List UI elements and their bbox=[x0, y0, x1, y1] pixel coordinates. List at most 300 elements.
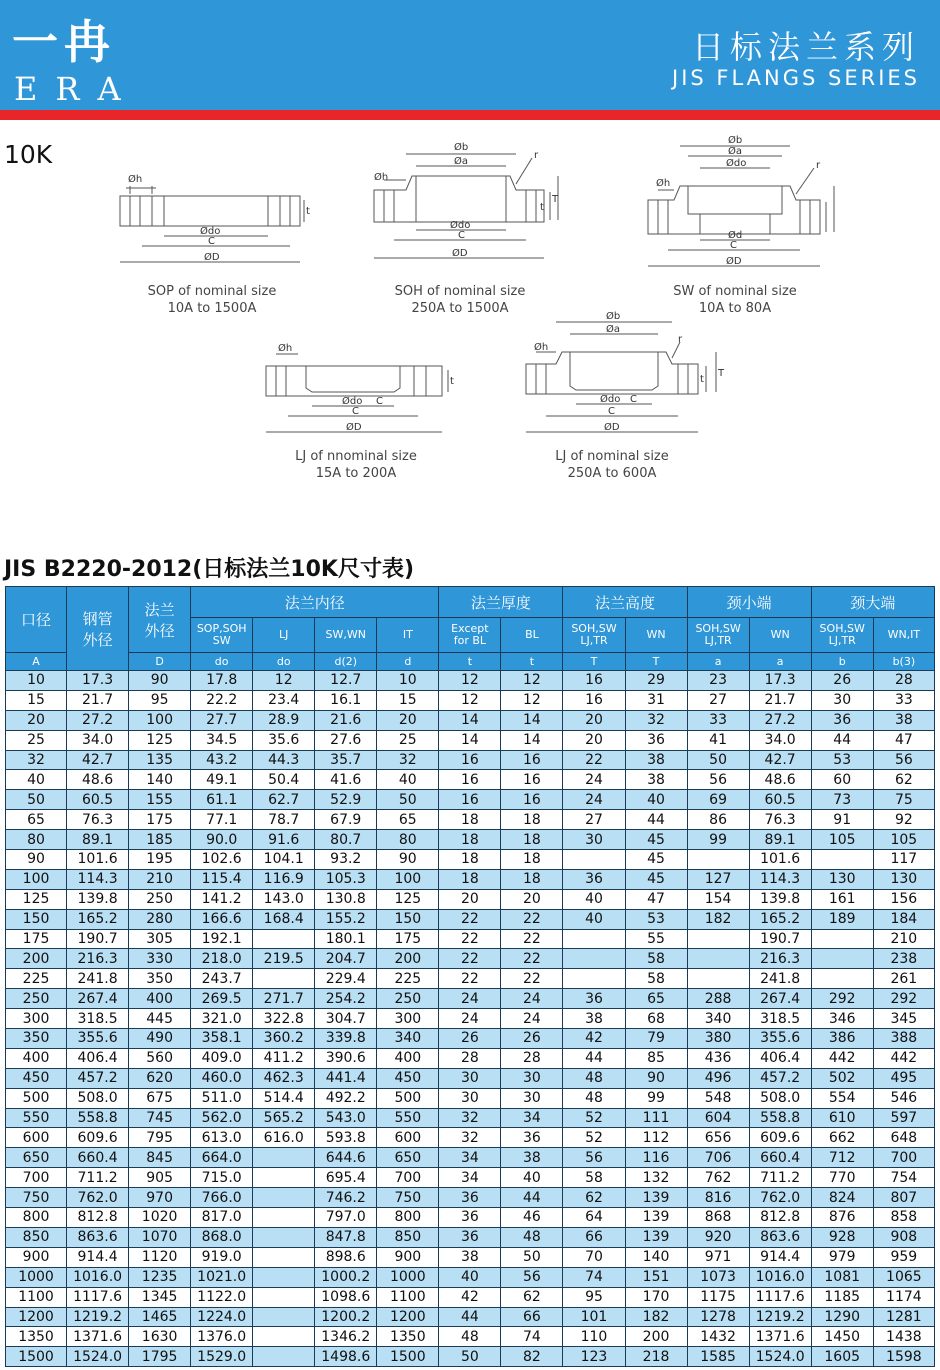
table-cell: 12 bbox=[439, 690, 501, 710]
table-cell: 210 bbox=[129, 869, 191, 889]
table-cell: 216.3 bbox=[67, 949, 129, 969]
table-cell: 64 bbox=[563, 1208, 625, 1228]
table-cell: 959 bbox=[873, 1247, 934, 1267]
table-cell: 1000 bbox=[377, 1267, 439, 1287]
label-t: t bbox=[450, 376, 454, 387]
table-cell: 139.8 bbox=[749, 889, 811, 909]
table-cell: 34.5 bbox=[191, 730, 253, 750]
table-cell: 700 bbox=[873, 1148, 934, 1168]
table-cell: 500 bbox=[377, 1088, 439, 1108]
table-cell: 554 bbox=[811, 1088, 873, 1108]
table-cell: 1081 bbox=[811, 1267, 873, 1287]
table-cell: 495 bbox=[873, 1068, 934, 1088]
table-cell: 868.0 bbox=[191, 1227, 253, 1247]
table-cell bbox=[253, 969, 315, 989]
table-cell: 40 bbox=[377, 770, 439, 790]
label-phi-a: Øa bbox=[454, 156, 468, 167]
table-cell: 175 bbox=[129, 810, 191, 830]
table-row bbox=[6, 949, 935, 969]
table-cell: 546 bbox=[873, 1088, 934, 1108]
table-cell: 90 bbox=[625, 1068, 687, 1088]
table-cell: 195 bbox=[129, 850, 191, 870]
table-cell: 712 bbox=[811, 1148, 873, 1168]
table-cell: 69 bbox=[687, 790, 749, 810]
table-cell: 1219.2 bbox=[67, 1307, 129, 1327]
table-cell: 14 bbox=[439, 730, 501, 750]
drawing-soh bbox=[366, 140, 566, 275]
pressure-class-label: 10K bbox=[4, 140, 53, 169]
table-cell: 44 bbox=[501, 1188, 563, 1208]
drawing-lj-large bbox=[518, 306, 728, 440]
table-cell: 89.1 bbox=[67, 830, 129, 850]
table-cell: 442 bbox=[811, 1048, 873, 1068]
table-cell: 38 bbox=[501, 1148, 563, 1168]
table-cell: 812.8 bbox=[67, 1208, 129, 1228]
table-cell: 82 bbox=[501, 1347, 563, 1367]
table-cell: 1016.0 bbox=[749, 1267, 811, 1287]
table-cell: 560 bbox=[129, 1048, 191, 1068]
table-cell bbox=[687, 949, 749, 969]
table-cell: 170 bbox=[625, 1287, 687, 1307]
table-row bbox=[6, 909, 935, 929]
table-cell: 445 bbox=[129, 1009, 191, 1029]
table-cell: 300 bbox=[377, 1009, 439, 1029]
table-cell: 1235 bbox=[129, 1267, 191, 1287]
table-cell: 15 bbox=[377, 690, 439, 710]
table-cell: 21.7 bbox=[749, 690, 811, 710]
caption-sop: SOP of nominal size 10A to 1500A bbox=[147, 284, 277, 316]
table-cell: 664.0 bbox=[191, 1148, 253, 1168]
table-cell: 22 bbox=[439, 929, 501, 949]
table-cell: 66 bbox=[563, 1227, 625, 1247]
table-cell: 165.2 bbox=[67, 909, 129, 929]
table-cell: 78.7 bbox=[253, 810, 315, 830]
label-t: t bbox=[306, 206, 310, 217]
table-cell: 1200.2 bbox=[315, 1307, 377, 1327]
table-cell: 558.8 bbox=[67, 1108, 129, 1128]
table-cell: 340 bbox=[377, 1029, 439, 1049]
table-cell: 62.7 bbox=[253, 790, 315, 810]
table-cell: 86 bbox=[687, 810, 749, 830]
table-cell: 900 bbox=[6, 1247, 67, 1267]
table-title: JIS B2220-2012(日标法兰10K尺寸表) bbox=[4, 557, 415, 582]
table-cell: 58 bbox=[563, 1168, 625, 1188]
table-cell: 101 bbox=[563, 1307, 625, 1327]
table-cell: 250 bbox=[129, 889, 191, 909]
table-row bbox=[6, 1307, 935, 1327]
caption-sw: SW of nominal size 10A to 80A bbox=[673, 284, 797, 316]
table-cell: 24 bbox=[439, 1009, 501, 1029]
table-cell: 80 bbox=[377, 830, 439, 850]
table-cell: 40 bbox=[563, 889, 625, 909]
symbol-cell: T bbox=[563, 653, 625, 671]
table-row bbox=[6, 1108, 935, 1128]
table-cell: 600 bbox=[377, 1128, 439, 1148]
table-cell: 700 bbox=[377, 1168, 439, 1188]
table-cell: 762.0 bbox=[749, 1188, 811, 1208]
table-cell: 876 bbox=[811, 1208, 873, 1228]
table-cell: 250 bbox=[6, 989, 67, 1009]
table-cell: 715.0 bbox=[191, 1168, 253, 1188]
table-cell: 462.3 bbox=[253, 1068, 315, 1088]
table-cell: 23 bbox=[687, 671, 749, 691]
table-cell: 795 bbox=[129, 1128, 191, 1148]
table-cell: 18 bbox=[439, 869, 501, 889]
symbol-cell: do bbox=[253, 653, 315, 671]
subheader-cell: WN bbox=[625, 618, 687, 653]
table-cell: 550 bbox=[6, 1108, 67, 1128]
table-cell: 33 bbox=[873, 690, 934, 710]
symbol-cell: d(2) bbox=[315, 653, 377, 671]
label-phi-h: Øh bbox=[656, 178, 671, 189]
table-cell: 386 bbox=[811, 1029, 873, 1049]
table-cell: 62 bbox=[563, 1188, 625, 1208]
table-cell: 192.1 bbox=[191, 929, 253, 949]
table-cell: 36 bbox=[811, 710, 873, 730]
table-cell: 610 bbox=[811, 1108, 873, 1128]
table-cell: 400 bbox=[6, 1048, 67, 1068]
table-cell: 22 bbox=[501, 929, 563, 949]
label-c: C bbox=[608, 406, 615, 417]
label-phi-h: Øh bbox=[278, 343, 293, 354]
table-cell: 18 bbox=[439, 850, 501, 870]
table-cell: 190.7 bbox=[67, 929, 129, 949]
table-cell: 76.3 bbox=[67, 810, 129, 830]
table-cell: 36 bbox=[625, 730, 687, 750]
table-cell: 350 bbox=[6, 1029, 67, 1049]
table-cell: 750 bbox=[377, 1188, 439, 1208]
table-cell: 16 bbox=[563, 690, 625, 710]
table-cell: 388 bbox=[873, 1029, 934, 1049]
table-cell: 50 bbox=[377, 790, 439, 810]
table-cell: 863.6 bbox=[67, 1227, 129, 1247]
table-cell: 14 bbox=[501, 730, 563, 750]
table-row bbox=[6, 1267, 935, 1287]
table-cell: 21.6 bbox=[315, 710, 377, 730]
table-cell bbox=[687, 969, 749, 989]
table-cell: 34 bbox=[501, 1108, 563, 1128]
table-cell: 508.0 bbox=[749, 1088, 811, 1108]
table-cell: 28 bbox=[501, 1048, 563, 1068]
table-cell: 34 bbox=[439, 1168, 501, 1188]
table-cell: 1073 bbox=[687, 1267, 749, 1287]
label-T: T bbox=[552, 194, 559, 205]
table-cell: 267.4 bbox=[749, 989, 811, 1009]
table-cell: 105 bbox=[811, 830, 873, 850]
table-row bbox=[6, 690, 935, 710]
table-cell: 74 bbox=[563, 1267, 625, 1287]
table-cell: 26 bbox=[811, 671, 873, 691]
table-cell: 1185 bbox=[811, 1287, 873, 1307]
table-cell: 67.9 bbox=[315, 810, 377, 830]
table-cell: 180.1 bbox=[315, 929, 377, 949]
table-cell: 18 bbox=[501, 850, 563, 870]
header-size: 口径 bbox=[6, 587, 67, 653]
table-cell: 73 bbox=[811, 790, 873, 810]
table-cell bbox=[253, 1267, 315, 1287]
table-cell: 65 bbox=[6, 810, 67, 830]
label-phi-d-small: Ød bbox=[728, 230, 743, 241]
table-cell: 48 bbox=[563, 1068, 625, 1088]
table-cell: 1070 bbox=[129, 1227, 191, 1247]
table-cell: 26 bbox=[501, 1029, 563, 1049]
table-cell: 1371.6 bbox=[749, 1327, 811, 1347]
table-cell: 17.3 bbox=[67, 671, 129, 691]
subheader-cell: IT bbox=[377, 618, 439, 653]
table-cell: 1350 bbox=[377, 1327, 439, 1347]
table-row bbox=[6, 770, 935, 790]
table-cell: 42.7 bbox=[67, 750, 129, 770]
table-cell: 511.0 bbox=[191, 1088, 253, 1108]
table-cell: 609.6 bbox=[67, 1128, 129, 1148]
table-cell: 150 bbox=[377, 909, 439, 929]
label-phi-h: Øh bbox=[128, 174, 143, 185]
era-logo bbox=[6, 6, 139, 108]
table-row bbox=[6, 1168, 935, 1188]
table-cell: 1524.0 bbox=[749, 1347, 811, 1367]
table-cell: 53 bbox=[811, 750, 873, 770]
table-cell: 305 bbox=[129, 929, 191, 949]
table-cell: 24 bbox=[563, 770, 625, 790]
table-cell: 154 bbox=[687, 889, 749, 909]
table-cell: 346 bbox=[811, 1009, 873, 1029]
label-t: t bbox=[540, 202, 544, 213]
table-cell: 238 bbox=[873, 949, 934, 969]
table-cell: 48 bbox=[439, 1327, 501, 1347]
table-cell: 905 bbox=[129, 1168, 191, 1188]
table-cell: 60 bbox=[811, 770, 873, 790]
table-cell: 28.9 bbox=[253, 710, 315, 730]
table-row bbox=[6, 790, 935, 810]
table-cell bbox=[687, 850, 749, 870]
table-cell: 56 bbox=[501, 1267, 563, 1287]
table-cell: 200 bbox=[6, 949, 67, 969]
table-cell: 1432 bbox=[687, 1327, 749, 1347]
table-cell: 102.6 bbox=[191, 850, 253, 870]
table-cell: 322.8 bbox=[253, 1009, 315, 1029]
table-cell bbox=[811, 929, 873, 949]
table-cell: 358.1 bbox=[191, 1029, 253, 1049]
header-banner bbox=[0, 0, 940, 110]
table-cell: 914.4 bbox=[67, 1247, 129, 1267]
table-cell: 711.2 bbox=[749, 1168, 811, 1188]
table-cell: 660.4 bbox=[67, 1148, 129, 1168]
table-cell: 22 bbox=[501, 969, 563, 989]
table-cell: 10 bbox=[377, 671, 439, 691]
table-cell: 304.7 bbox=[315, 1009, 377, 1029]
table-cell: 95 bbox=[129, 690, 191, 710]
table-cell: 360.2 bbox=[253, 1029, 315, 1049]
table-cell: 36 bbox=[439, 1227, 501, 1247]
drawing-sw bbox=[640, 134, 840, 274]
table-cell: 18 bbox=[501, 810, 563, 830]
table-cell: 28 bbox=[873, 671, 934, 691]
symbol-cell: T bbox=[625, 653, 687, 671]
symbol-cell: do bbox=[191, 653, 253, 671]
table-cell: 650 bbox=[6, 1148, 67, 1168]
table-cell: 700 bbox=[6, 1168, 67, 1188]
drawing-sop bbox=[112, 168, 312, 278]
table-cell: 32 bbox=[625, 710, 687, 730]
table-cell: 56 bbox=[873, 750, 934, 770]
table-cell: 656 bbox=[687, 1128, 749, 1148]
table-cell bbox=[253, 1188, 315, 1208]
table-cell: 17.8 bbox=[191, 671, 253, 691]
table-cell: 50 bbox=[687, 750, 749, 770]
table-cell: 225 bbox=[377, 969, 439, 989]
caption-soh: SOH of nominal size 250A to 1500A bbox=[394, 284, 526, 316]
table-cell: 50.4 bbox=[253, 770, 315, 790]
table-cell: 390.6 bbox=[315, 1048, 377, 1068]
table-cell: 28 bbox=[439, 1048, 501, 1068]
table-cell: 1065 bbox=[873, 1267, 934, 1287]
table-cell: 22.2 bbox=[191, 690, 253, 710]
label-phi-d: ØD bbox=[346, 422, 362, 433]
label-r: r bbox=[534, 150, 539, 161]
table-cell: 502 bbox=[811, 1068, 873, 1088]
table-cell: 600 bbox=[6, 1128, 67, 1148]
subheader-cell: SOH,SW LJ,TR bbox=[563, 618, 625, 653]
table-cell bbox=[253, 1247, 315, 1267]
table-cell: 1278 bbox=[687, 1307, 749, 1327]
table-row bbox=[6, 730, 935, 750]
table-cell: 1281 bbox=[873, 1307, 934, 1327]
table-cell: 1175 bbox=[687, 1287, 749, 1307]
table-cell: 406.4 bbox=[67, 1048, 129, 1068]
table-cell: 27 bbox=[563, 810, 625, 830]
table-cell: 457.2 bbox=[749, 1068, 811, 1088]
symbol-cell: D bbox=[129, 653, 191, 671]
table-cell: 40 bbox=[563, 909, 625, 929]
table-cell: 271.7 bbox=[253, 989, 315, 1009]
table-cell: 597 bbox=[873, 1108, 934, 1128]
table-cell: 26 bbox=[439, 1029, 501, 1049]
table-cell: 219.5 bbox=[253, 949, 315, 969]
table-cell: 182 bbox=[687, 909, 749, 929]
label-phi-d: ØD bbox=[452, 248, 468, 259]
label-phi-a: Øa bbox=[728, 146, 742, 157]
table-cell: 900 bbox=[377, 1247, 439, 1267]
table-cell: 90.0 bbox=[191, 830, 253, 850]
table-cell: 30 bbox=[563, 830, 625, 850]
header-pipe-od: 钢管 外径 bbox=[67, 587, 129, 671]
table-row bbox=[6, 830, 935, 850]
table-cell: 1438 bbox=[873, 1327, 934, 1347]
label-c-small: C bbox=[630, 394, 637, 405]
table-cell: 24 bbox=[439, 989, 501, 1009]
label-c: C bbox=[352, 406, 359, 417]
label-c: C bbox=[730, 240, 737, 251]
table-cell: 60.5 bbox=[749, 790, 811, 810]
table-cell: 41.6 bbox=[315, 770, 377, 790]
table-cell bbox=[253, 1208, 315, 1228]
table-cell: 25 bbox=[377, 730, 439, 750]
symbol-cell: t bbox=[439, 653, 501, 671]
table-cell: 43.2 bbox=[191, 750, 253, 770]
table-cell: 16 bbox=[501, 770, 563, 790]
table-row bbox=[6, 1327, 935, 1347]
table-cell: 858 bbox=[873, 1208, 934, 1228]
table-cell bbox=[253, 1327, 315, 1347]
table-cell bbox=[687, 929, 749, 949]
table-cell: 33 bbox=[687, 710, 749, 730]
table-cell: 38 bbox=[439, 1247, 501, 1267]
table-cell: 44 bbox=[563, 1048, 625, 1068]
table-row bbox=[6, 850, 935, 870]
table-cell: 550 bbox=[377, 1108, 439, 1128]
table-cell: 824 bbox=[811, 1188, 873, 1208]
table-cell: 1345 bbox=[129, 1287, 191, 1307]
table-row bbox=[6, 1128, 935, 1148]
table-cell: 411.2 bbox=[253, 1048, 315, 1068]
table-cell: 112 bbox=[625, 1128, 687, 1148]
table-cell: 65 bbox=[377, 810, 439, 830]
table-cell: 15 bbox=[6, 690, 67, 710]
table-cell: 132 bbox=[625, 1168, 687, 1188]
table-cell: 340 bbox=[687, 1009, 749, 1029]
table-cell: 204.7 bbox=[315, 949, 377, 969]
subheader-cell: Except for BL bbox=[439, 618, 501, 653]
table-cell: 155 bbox=[129, 790, 191, 810]
table-cell: 613.0 bbox=[191, 1128, 253, 1148]
table-cell: 166.6 bbox=[191, 909, 253, 929]
table-row bbox=[6, 989, 935, 1009]
header-bore: 法兰内径 bbox=[191, 587, 439, 618]
table-cell: 1350 bbox=[6, 1327, 67, 1347]
table-cell: 50 bbox=[439, 1347, 501, 1367]
table-cell: 29 bbox=[625, 671, 687, 691]
table-row bbox=[6, 1347, 935, 1367]
table-cell: 508.0 bbox=[67, 1088, 129, 1108]
table-cell: 460.0 bbox=[191, 1068, 253, 1088]
table-cell: 44 bbox=[811, 730, 873, 750]
table-cell: 12 bbox=[501, 690, 563, 710]
table-cell: 695.4 bbox=[315, 1168, 377, 1188]
table-cell: 620 bbox=[129, 1068, 191, 1088]
table-cell: 77.1 bbox=[191, 810, 253, 830]
table-cell: 105 bbox=[873, 830, 934, 850]
table-cell: 1500 bbox=[6, 1347, 67, 1367]
table-cell: 50 bbox=[501, 1247, 563, 1267]
table-cell: 38 bbox=[625, 750, 687, 770]
table-cell: 558.8 bbox=[749, 1108, 811, 1128]
table-cell: 1524.0 bbox=[67, 1347, 129, 1367]
subheader-cell: BL bbox=[501, 618, 563, 653]
header-red-stripe bbox=[0, 110, 940, 120]
table-cell: 330 bbox=[129, 949, 191, 969]
subheader-cell: LJ bbox=[253, 618, 315, 653]
subheader-cell: SOP,SOH SW bbox=[191, 618, 253, 653]
label-phi-d: ØD bbox=[204, 252, 220, 263]
table-cell: 95 bbox=[563, 1287, 625, 1307]
table-cell: 16 bbox=[563, 671, 625, 691]
table-cell: 1346.2 bbox=[315, 1327, 377, 1347]
table-cell: 99 bbox=[625, 1088, 687, 1108]
symbol-cell: b(3) bbox=[873, 653, 934, 671]
table-cell bbox=[563, 949, 625, 969]
table-cell: 1585 bbox=[687, 1347, 749, 1367]
table-cell: 175 bbox=[377, 929, 439, 949]
table-cell: 450 bbox=[6, 1068, 67, 1088]
table-cell bbox=[253, 1168, 315, 1188]
table-cell: 91.6 bbox=[253, 830, 315, 850]
table-row bbox=[6, 889, 935, 909]
table-cell: 898.6 bbox=[315, 1247, 377, 1267]
table-cell: 52 bbox=[563, 1108, 625, 1128]
table-cell: 151 bbox=[625, 1267, 687, 1287]
table-cell: 48 bbox=[501, 1227, 563, 1247]
label-c-small: C bbox=[376, 396, 383, 407]
